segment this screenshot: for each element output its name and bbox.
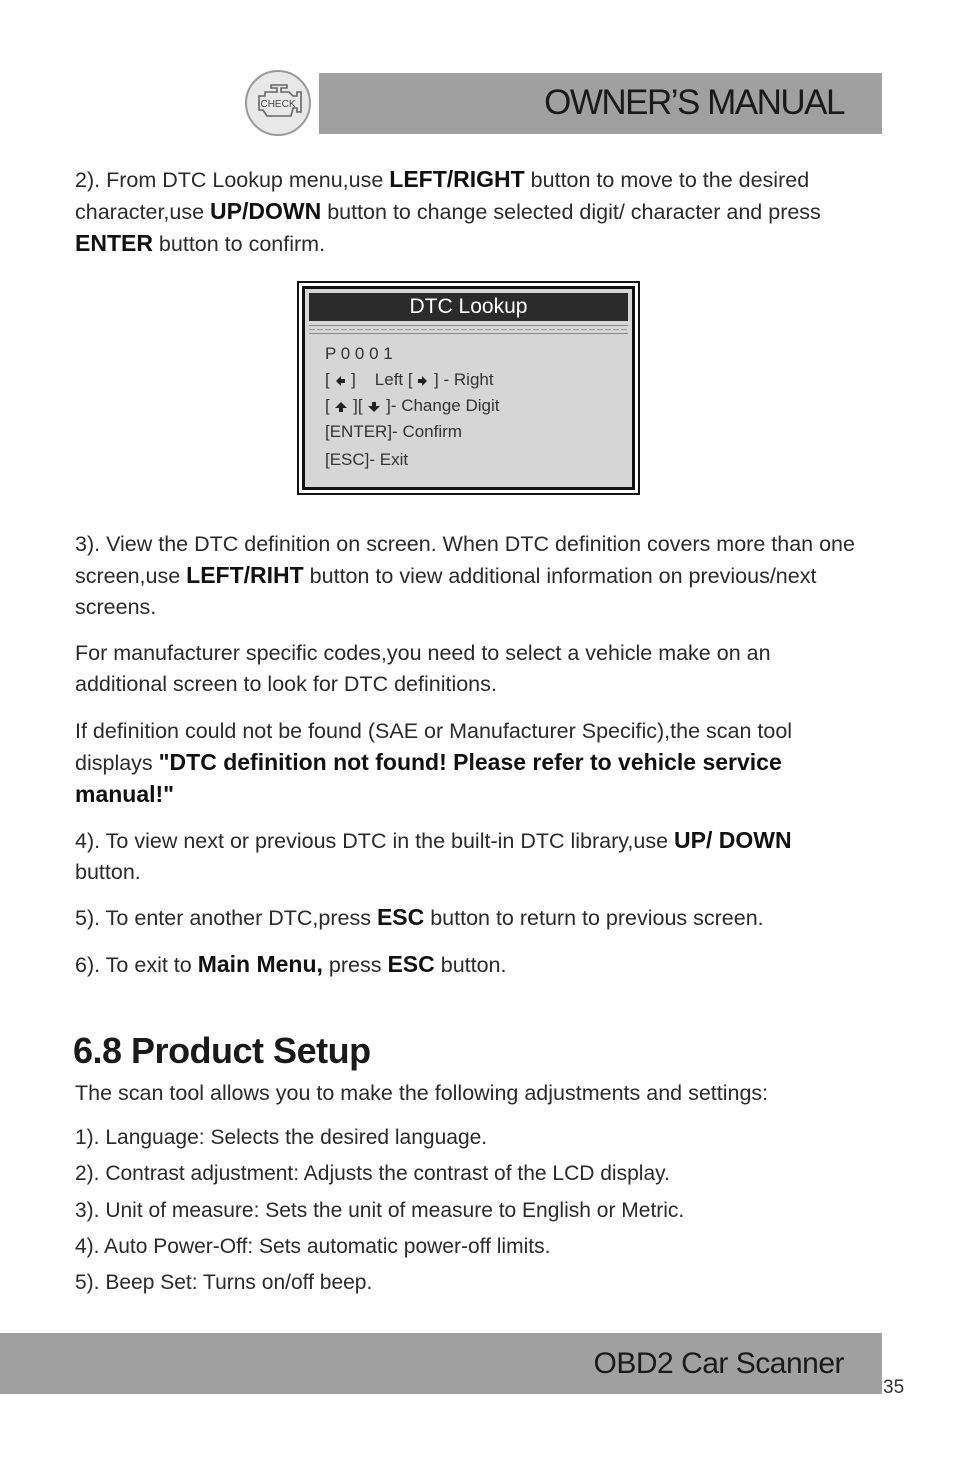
right-arrow-icon [417,374,429,388]
lcd-confirm-line: [ENTER]- Confirm [325,422,462,441]
section-title: 6.8 Product Setup [73,1030,371,1071]
lcd-screen-illustration [297,281,640,495]
footer-bar [0,1333,882,1394]
enter-keyword: ENTER [75,230,153,256]
list-item: 2). Contrast adjustment: Adjusts the contrast of the LCD display. [75,1162,670,1185]
section-intro: The scan tool allows you to make the following adjustments and settings: [75,1081,769,1105]
lcd-code: P 0 0 0 1 [325,344,393,363]
list-item: 1). Language: Selects the desired language. [75,1126,488,1149]
main-menu-keyword: Main Menu, [197,951,323,977]
list-item: 4). Auto Power-Off: Sets automatic power-off limits. [75,1235,551,1258]
check-label: CHECK [260,99,296,110]
check-engine-badge [245,70,311,136]
lcd-up-down-line: [ ][ ]- Change Digit [325,396,500,415]
left-right-keyword: LEFT/RIGHT [389,166,525,192]
up-down-keyword: UP/DOWN [210,198,322,224]
not-found-paragraph: If definition could not be found (SAE or Manufacturer Specific),the scan tool displays "DTC definition not found! Please refer to vehicle service manual!" [75,719,793,807]
step-3-paragraph: 3). View the DTC definition on screen. When DTC definition covers more than one screen,use LEFT/RIHT button to view additional information on previous/next screens. [75,532,855,619]
down-arrow-icon [367,401,381,413]
up-down-keyword-2: UP/ DOWN [674,827,792,853]
lcd-exit-line: [ESC]- Exit [325,450,409,469]
lcd-title: DTC Lookup [309,293,628,321]
lcd-separator [309,325,628,334]
step-2-paragraph: 2). From DTC Lookup menu,use LEFT/RIGHT button to move to the desired character,use UP/DOWN button to change selected digit/ character and press ENTER button to confirm. [75,166,821,256]
lcd-left-right-line: [ ] Left [ ] - Right [325,370,494,389]
esc-keyword: ESC [376,904,425,930]
step-4-paragraph: 4). To view next or previous DTC in the built-in DTC library,use UP/ DOWN button. [75,827,792,884]
page-number: 35 [883,1377,905,1398]
left-arrow-icon [334,374,346,388]
left-riht-keyword: LEFT/RIHT [186,562,304,588]
product-name: OBD2 Car Scanner [593,1347,844,1380]
manufacturer-paragraph: For manufacturer specific codes,you need to select a vehicle make on an additional screen to look for DTC definitions. [75,641,771,696]
header-bar [319,73,882,134]
step-6-paragraph: 6). To exit to Main Menu, press ESC button. [75,951,507,977]
up-arrow-icon [334,401,348,413]
list-item: 3). Unit of measure: Sets the unit of measure to English or Metric. [75,1199,685,1222]
not-found-message: "DTC definition not found! Please refer to vehicle service manual!" [75,749,782,807]
list-item: 5). Beep Set: Turns on/off beep. [75,1271,373,1294]
step-5-paragraph: 5). To enter another DTC,press ESC button to return to previous screen. [75,904,764,930]
manual-title: OWNER’S MANUAL [544,83,844,122]
lcd-display [302,286,635,490]
esc-keyword-2: ESC [387,951,435,977]
